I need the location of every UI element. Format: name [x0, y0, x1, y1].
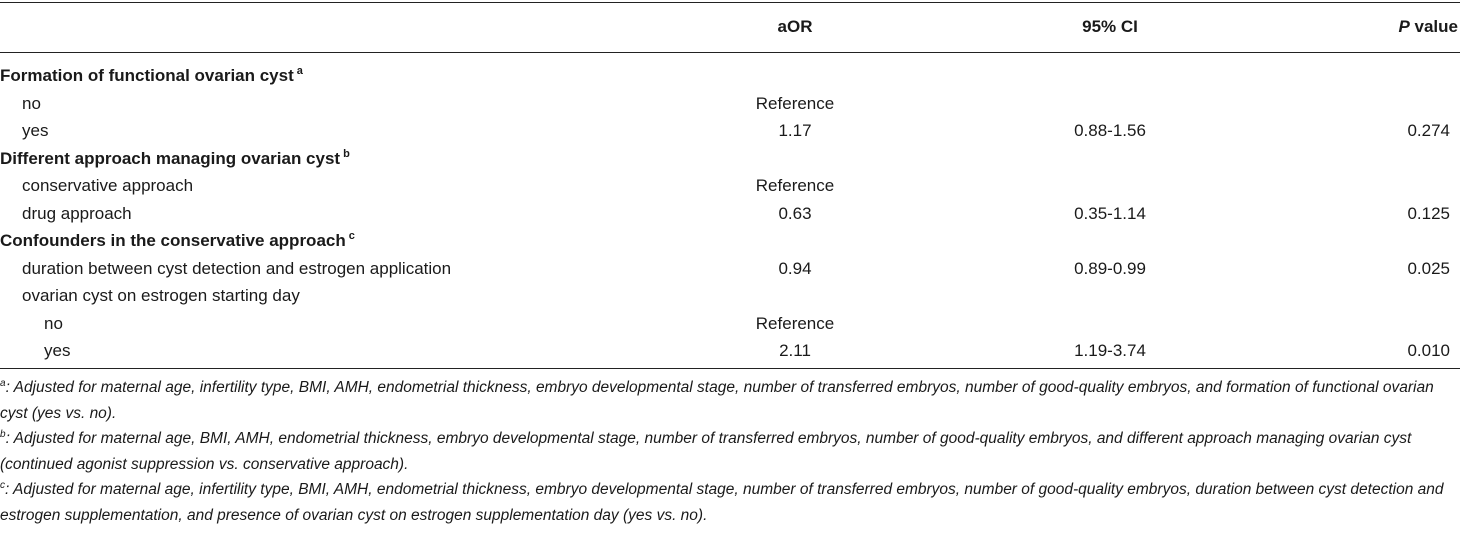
aor-cell: Reference [755, 176, 835, 195]
table-body [0, 62, 1460, 365]
p-symbol: P [1398, 17, 1410, 36]
table-row [0, 282, 1460, 310]
footnote-c [0, 478, 1460, 527]
table-row [0, 172, 1460, 200]
footnote-text: : Adjusted for maternal age, infertility type, BMI, AMH, endometrial thickness, embryo developmental stage, number of transferred embryos, number of good-quality embryos, duration between cyst detection and estrogen supplementation, and presence of ovarian cyst on estrogen supplementation day (yes vs. no). [0, 481, 1444, 524]
table-row [0, 62, 1460, 90]
p-value-cell: 0.125 [1407, 203, 1450, 223]
p-value-cell: 0.025 [1407, 258, 1450, 278]
aor-cell: 0.94 [778, 258, 812, 278]
table-row [0, 90, 1460, 118]
table-row [0, 310, 1460, 338]
ci-cell: 0.35-1.14 [1074, 203, 1146, 223]
ci-cell: 0.88-1.56 [1074, 121, 1146, 140]
aor-cell: Reference [755, 93, 835, 113]
table-header-rule [0, 52, 1460, 53]
row-label: Formation of functional ovarian cyst $^a$ [0, 65, 303, 85]
row-label: drug approach [22, 203, 132, 223]
row-label: duration between cyst detection and estrogen application [22, 258, 452, 278]
row-label: Different approach managing ovarian cyst $^b$ [0, 147, 350, 168]
row-label: conservative approach [22, 176, 194, 195]
table-bottom-rule [0, 368, 1460, 369]
footnote-b [0, 427, 1460, 476]
p-value-cell: 0.274 [1407, 121, 1450, 140]
aor-cell: 1.17 [778, 121, 812, 140]
column-header-ci: 95% CI [1082, 17, 1138, 36]
footnote-marker: c [348, 230, 355, 242]
aor-cell: 0.63 [778, 203, 812, 223]
footnote-text: : Adjusted for maternal age, BMI, AMH, endometrial thickness, embryo developmental stage, number of transferred embryos, number of good-quality embryos, and different approach managing ovarian cyst (continued agonist suppression vs. conservative approach). [0, 430, 1412, 473]
table-row [0, 255, 1460, 283]
footnote-a [0, 376, 1460, 425]
aor-cell: 2.11 [779, 341, 811, 360]
table-footnotes [0, 376, 1460, 529]
table-row [0, 337, 1460, 365]
row-label: yes [44, 341, 71, 360]
aor-cell: Reference [755, 313, 835, 333]
column-header-p-value [1398, 16, 1458, 38]
table-row [0, 227, 1460, 255]
row-label: Confounders in the conservative approach $^c$ [0, 230, 355, 250]
footnote-marker: a [296, 65, 303, 77]
p-value-word: value [1409, 17, 1458, 36]
p-value-cell: 0.010 [1407, 341, 1450, 360]
table-top-rule [0, 2, 1460, 3]
row-label: no [22, 93, 41, 113]
row-label: ovarian cyst on estrogen starting day [22, 286, 300, 305]
footnote-text: : Adjusted for maternal age, infertility type, BMI, AMH, endometrial thickness, embryo developmental stage, number of transferred embryos, number of good-quality embryos, and formation of functional ovarian cyst (yes vs. no). [0, 379, 1434, 422]
row-label: no [44, 313, 63, 333]
table-row [0, 145, 1460, 173]
footnote-marker: b [343, 147, 350, 160]
column-header-aor: aOR [777, 17, 813, 36]
footnote-marker: b [0, 429, 6, 440]
table-row [0, 117, 1460, 145]
ci-cell: 1.19-3.74 [1074, 341, 1146, 360]
ci-cell: 0.89-0.99 [1074, 258, 1146, 278]
footnote-marker: a [0, 378, 6, 389]
footnote-marker: c [0, 480, 5, 491]
row-label: yes [22, 121, 49, 140]
table-row [0, 200, 1460, 228]
